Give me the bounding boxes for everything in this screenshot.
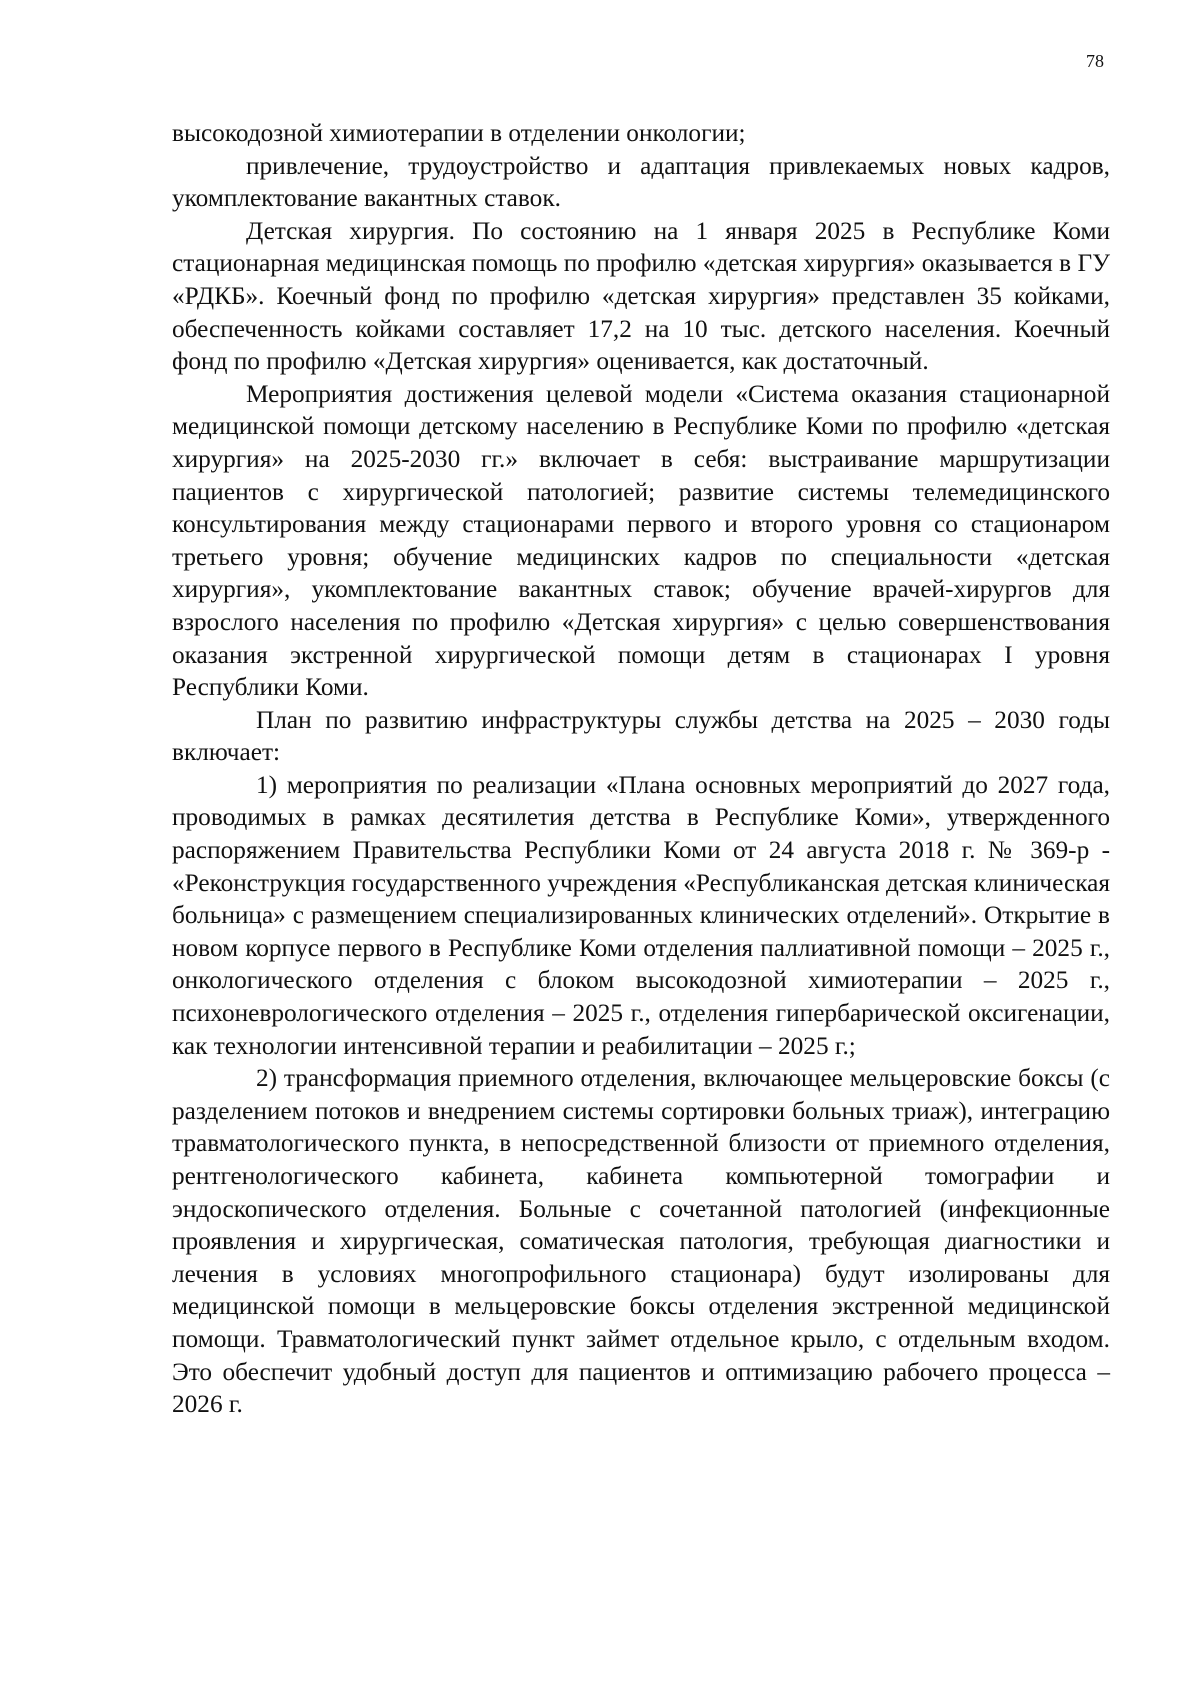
- paragraph-infrastructure-plan: План по развитию инфраструктуры службы детства на 2025 – 2030 годы включает:: [172, 705, 1110, 767]
- list-item-2: 2) трансформация приемного отделения, включающее мельцеровские боксы (с разделением потоков и внедрением системы сортировки больных триаж), интеграцию травматологического пункта, в непосредственной близости от приемного отделения, рентгенологического кабинета, кабинета компьютерной томографии и эндоскопического отделения. Больные с сочетанной патологией (инфекционные проявления и хирургическая, соматическая патология, требующая диагностики и лечения в условиях многопрофильного стационара) будут изолированы для медицинской помощи в мельцеровские боксы отделения экстренной медицинской помощи. Травматологический пункт займет отдельное крыло, с отдельным входом. Это обеспечит удобный доступ для пациентов и оптимизацию рабочего процесса – 2026 г.: [172, 1064, 1110, 1419]
- paragraph-staffing: привлечение, трудоустройство и адаптация привлекаемых новых кадров, укомплектование вакантных ставок.: [172, 151, 1110, 213]
- page-number: 78: [1086, 51, 1104, 71]
- paragraph-target-model: Мероприятия достижения целевой модели «Система оказания стационарной медицинской помощи детскому населению в Республике Коми по профилю «детская хирургия» на 2025-2030 гг.» включает в себя: выстраивание маршрутизации пациентов с хирургической патологией; развитие системы телемедицинского консультирования между стационарами первого и второго уровня со стационаром третьего уровня; обучение медицинских кадров по специальности «детская хирургия», укомплектование вакантных ставок; обучение врачей-хирургов для взрослого населения по профилю «Детская хирургия» с целью совершенствования оказания экстренной хирургической помощи детям в стационарах I уровня Республики Коми.: [172, 379, 1110, 702]
- paragraph-pediatric-surgery: Детская хирургия. По состоянию на 1 января 2025 в Республике Коми стационарная медицинская помощь по профилю «детская хирургия» оказывается в ГУ «РДКБ». Коечный фонд по профилю «детская хирургия» представлен 35 койками, обеспеченность койками составляет 17,2 на 10 тыс. детского населения. Коечный фонд по профилю «Детская хирургия» оценивается, как достаточный.: [172, 216, 1110, 376]
- document-body: [172, 117, 1110, 1421]
- list-item-1: 1) мероприятия по реализации «Плана основных мероприятий до 2027 года, проводимых в рамках десятилетия детства в Республике Коми», утвержденного распоряжением Правительства Республики Коми от 24 августа 2018 г. № 369-р - «Реконструкция государственного учреждения «Республиканская детская клиническая больница» с размещением специализированных клинических отделений». Открытие в новом корпусе первого в Республике Коми отделения паллиативной помощи – 2025 г., онкологического отделения с блоком высокодозной химиотерапии – 2025 г., психоневрологического отделения – 2025 г., отделения гипербарической оксигенации, как технологии интенсивной терапии и реабилитации – 2025 г.;: [172, 770, 1110, 1060]
- paragraph-continuation: высокодозной химиотерапии в отделении онкологии;: [172, 119, 746, 147]
